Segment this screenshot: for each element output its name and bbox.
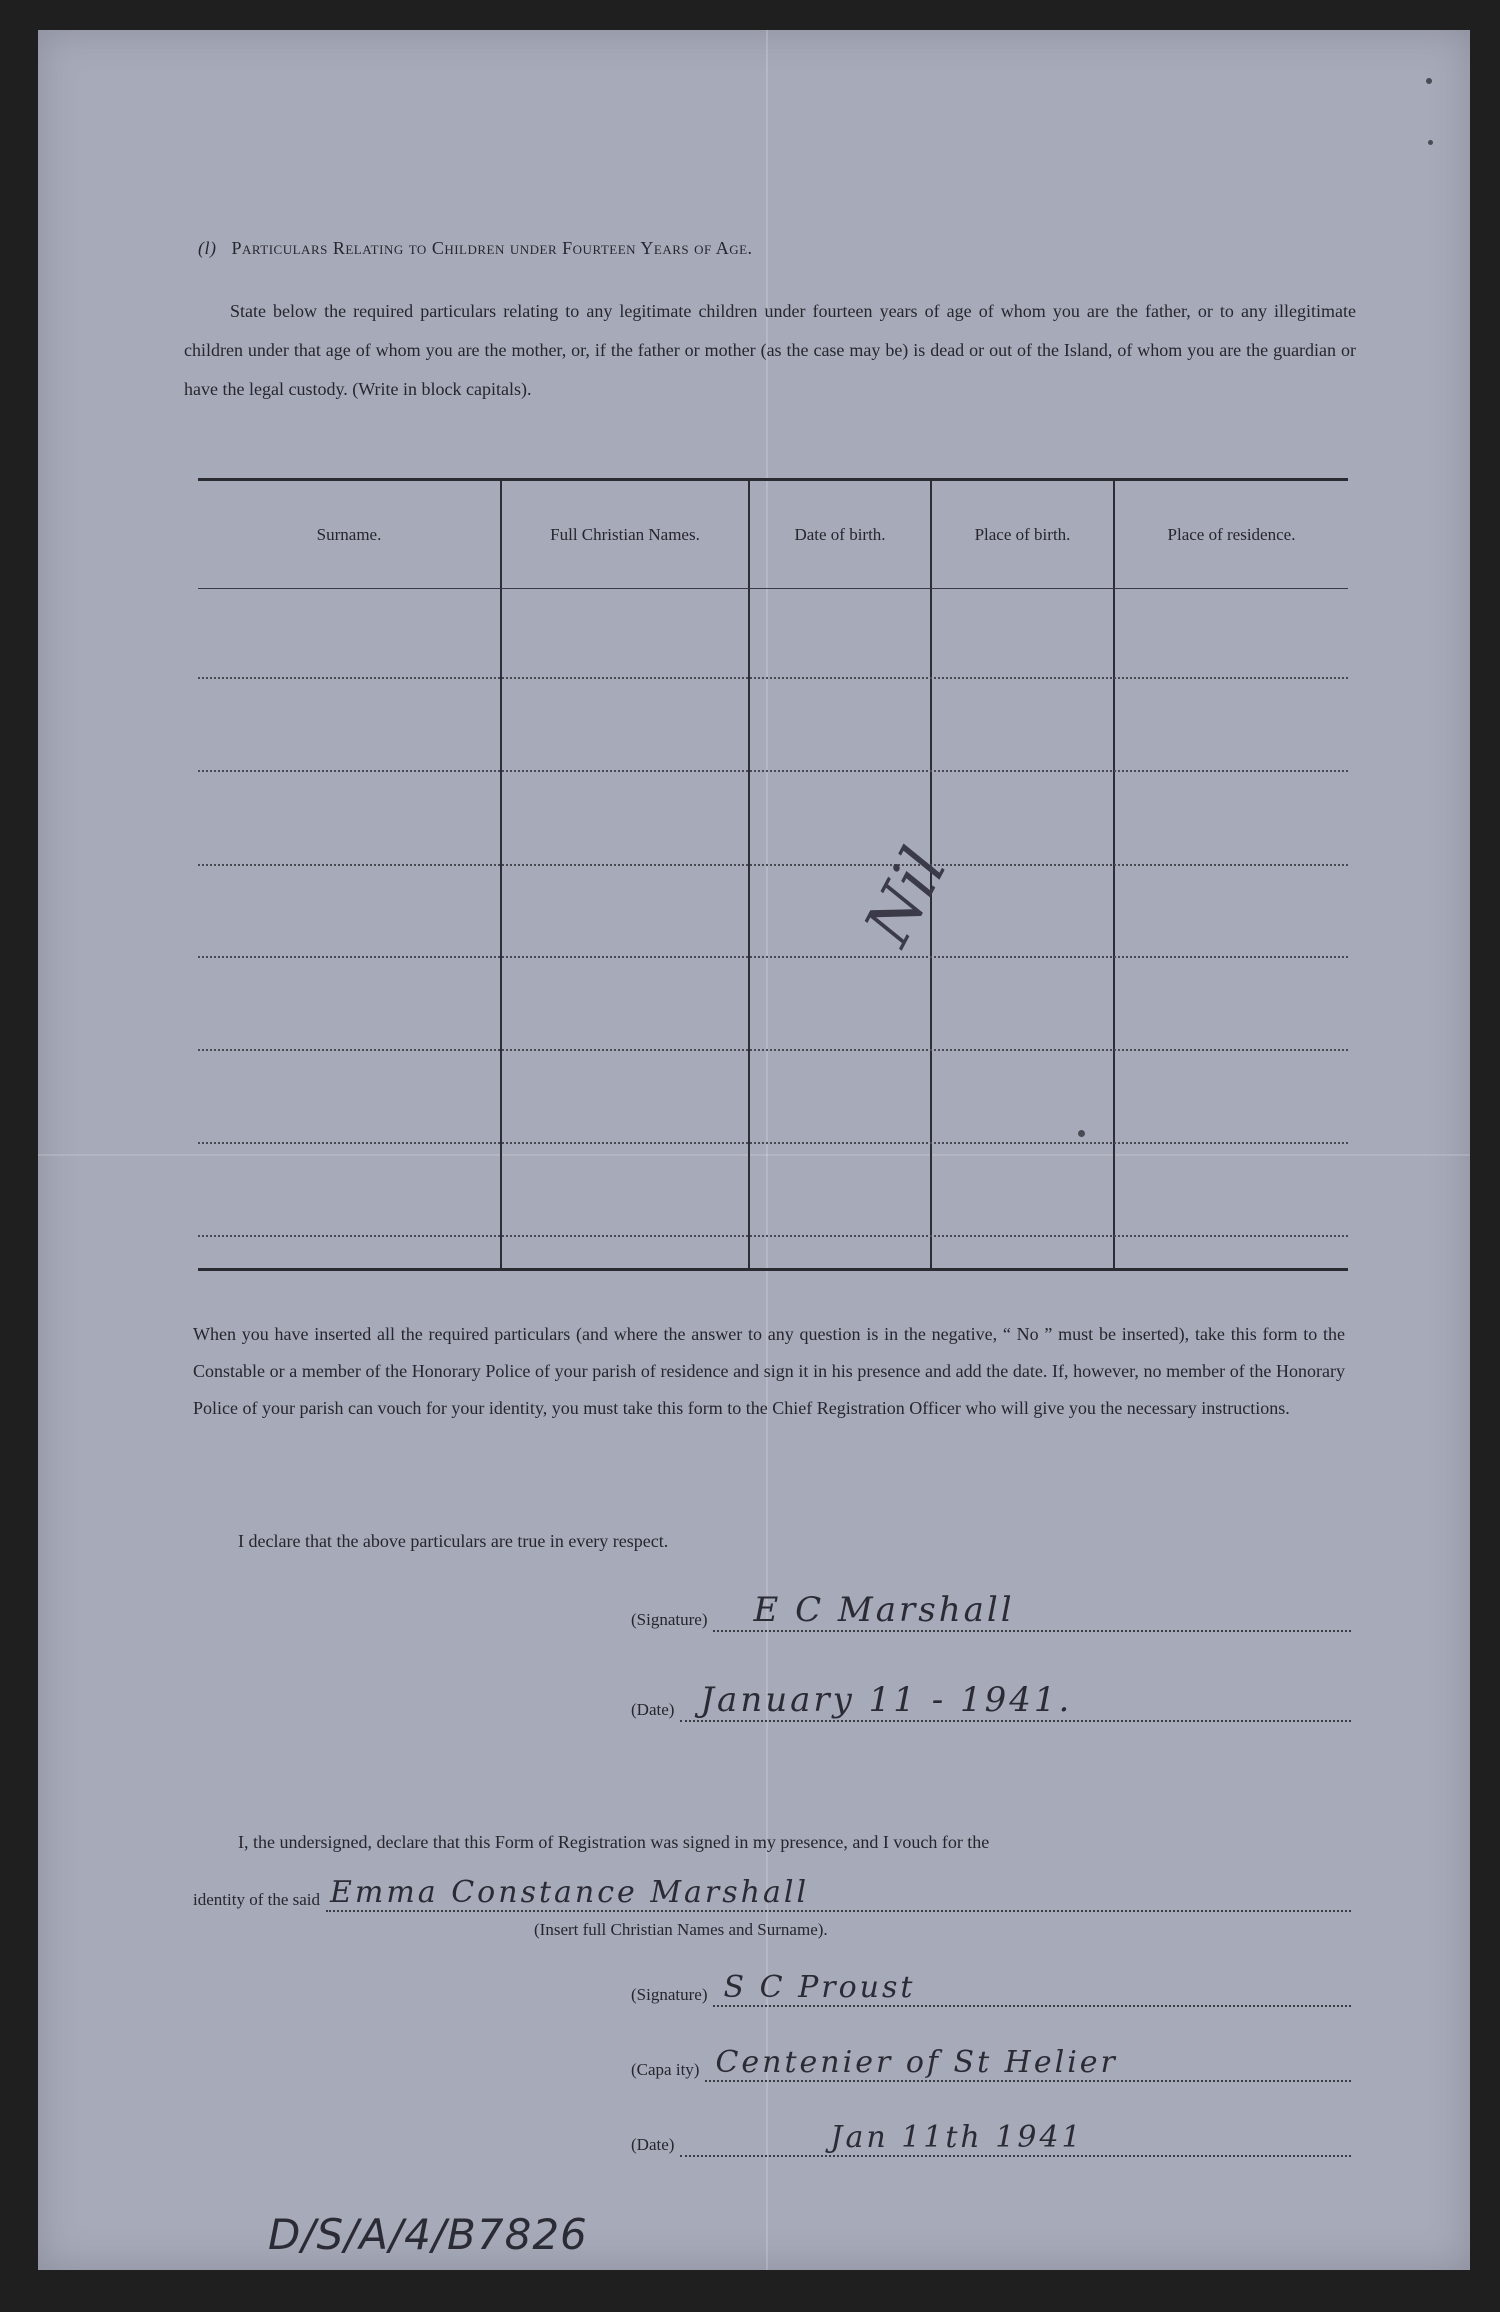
- punch-mark: [1426, 78, 1432, 84]
- children-table: [198, 445, 1348, 1271]
- handwritten-nil-mark: Nil: [851, 836, 962, 958]
- form-page: [38, 30, 1470, 2270]
- column-header-place-of-birth: Place of birth.: [974, 525, 1071, 544]
- ink-spot: [1078, 1130, 1085, 1137]
- table-row[interactable]: [198, 1142, 1348, 1144]
- table-row[interactable]: [198, 864, 1348, 866]
- intro-text: State below the required particulars relating to any legitimate children under fourteen years of age of whom you are the father, or to any illegitimate children under that age of whom you are the mother, or, if the father or mother (as the case may be) is dead or out of the Island, of whom you are the guardian or have the legal custody. (Write in block capitals).: [184, 301, 1356, 399]
- identity-handwriting: Emma Constance Marshall: [330, 1875, 810, 1910]
- punch-mark: [1428, 140, 1433, 145]
- capacity-line: [705, 2040, 1351, 2082]
- section-index: (l): [198, 238, 217, 258]
- signature-line: [713, 1590, 1351, 1632]
- voucher-capacity-field[interactable]: [631, 2040, 1351, 2082]
- section-heading: [198, 238, 753, 259]
- date-handwriting: Jan 11th 1941: [830, 2120, 1084, 2155]
- header-underline: [198, 588, 1348, 589]
- capacity-label: (Capa ity): [631, 2060, 700, 2079]
- date-line: [680, 1680, 1351, 1722]
- declarant-date-field[interactable]: [631, 1680, 1351, 1722]
- column-divider: [500, 481, 502, 1268]
- identity-line: [326, 1870, 1351, 1912]
- signature-label: (Signature): [631, 1985, 708, 2004]
- instructions-paragraph: When you have inserted all the required particulars (and where the answer to any question is in the negative, “ No ” must be inserted), take this form to the Constable or a member of the Honorary Police of your parish of residence and sign it in his presence and add the date. If, however, no member of the Honorary Police of your parish can vouch for your identity, you must take this form to the Chief Registration Officer who will give you the necessary instructions.: [193, 1324, 1345, 1418]
- column-divider: [748, 481, 750, 1268]
- section-title: Particulars Relating to Children under Fourteen Years of Age.: [231, 238, 753, 258]
- date-label: (Date): [631, 1700, 675, 1719]
- voucher-declaration-text: I, the undersigned, declare that this Form of Registration was signed in my presence, and I vouch for the: [238, 1832, 990, 1852]
- column-header-date-of-birth: Date of birth.: [794, 525, 886, 544]
- column-header-place-of-residence: Place of residence.: [1167, 525, 1296, 544]
- signature-handwriting: E C Marshall: [753, 1590, 1015, 1630]
- voucher-signature-field[interactable]: [631, 1965, 1351, 2007]
- voucher-date-field[interactable]: [631, 2115, 1351, 2157]
- insert-names-note: (Insert full Christian Names and Surname).: [534, 1920, 828, 1939]
- archive-reference-number: D/S/A/4/B7826: [268, 2210, 588, 2259]
- identity-label: identity of the said: [193, 1890, 321, 1909]
- declaration-text: I declare that the above particulars are true in every respect.: [238, 1531, 669, 1551]
- table-row[interactable]: [198, 677, 1348, 679]
- capacity-handwriting: Centenier of St Helier: [715, 2045, 1118, 2080]
- identity-name-field[interactable]: [193, 1870, 1351, 1912]
- declarant-signature-field[interactable]: [631, 1590, 1351, 1632]
- signature-handwriting: S C Proust: [723, 1970, 916, 2005]
- table-row[interactable]: [198, 956, 1348, 958]
- intro-paragraph: [184, 292, 1356, 409]
- date-handwriting: January 11 - 1941.: [700, 1680, 1073, 1720]
- column-header-surname: Surname.: [316, 525, 382, 544]
- signature-line: [713, 1965, 1351, 2007]
- table-bottom-rule: [198, 1268, 1348, 1271]
- table-top-rule: [198, 478, 1348, 481]
- table-row[interactable]: [198, 770, 1348, 772]
- date-line: [680, 2115, 1351, 2157]
- column-divider: [1113, 481, 1115, 1268]
- table-row[interactable]: [198, 1235, 1348, 1237]
- table-row[interactable]: [198, 1049, 1348, 1051]
- signature-label: (Signature): [631, 1610, 708, 1629]
- column-header-christian-names: Full Christian Names.: [550, 525, 700, 544]
- date-label: (Date): [631, 2135, 675, 2154]
